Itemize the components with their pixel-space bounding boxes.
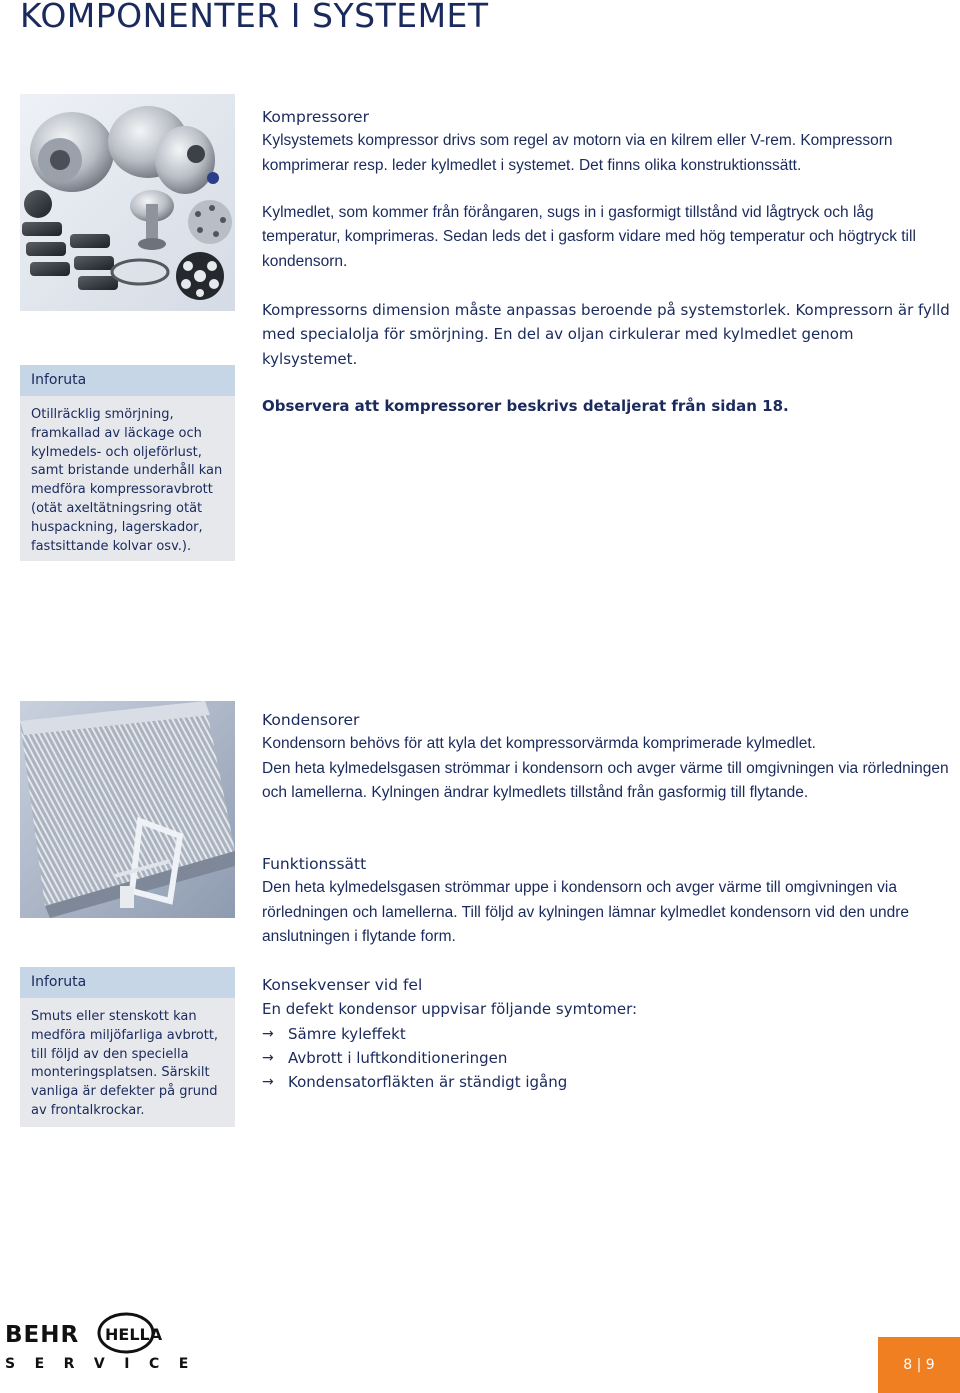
- condenser-photo: [20, 701, 235, 918]
- infobox-text: Otillräcklig smörjning, framkallad av läckage och kylmedels- och oljeförlust, samt bristande underhåll kan medföra kompressoravbrott (otät axeltätningsring otät huspackning, lagerskador, fastsittande kolvar osv.).: [31, 407, 223, 554]
- condenser-section: [262, 708, 952, 805]
- list-item: → Sämre kyleffekt: [262, 1022, 952, 1046]
- list-item: → Avbrott i luftkonditioneringen: [262, 1046, 952, 1070]
- service-wordmark: SERVICE: [5, 1356, 208, 1372]
- infobox-title: Inforuta: [20, 365, 235, 396]
- infobox-lubrication: [20, 365, 235, 561]
- compressor-paragraph-2: Kylmedlet, som kommer från förångaren, sugs in i gasformigt tillstånd vid lågtryck och låg temperatur, komprimeras. Sedan leds det i gasform vidare med hög temperatur och högtryck till kondensorn.: [262, 204, 916, 270]
- compressor-note: Observera att kompressorer beskrivs detaljerat från sidan 18.: [262, 397, 789, 415]
- compressor-paragraph-3: Kompressorns dimension måste anpassas beroende på systemstorlek. Kompressorn är fylld med specialolja för smörjning. En del av oljan cirkulerar med kylmedlet genom kylsystemet.: [262, 301, 950, 368]
- compressor-note-section: [262, 394, 952, 418]
- function-section: [262, 852, 952, 949]
- compressor-dimension-section: [262, 298, 952, 371]
- function-paragraph: Den heta kylmedelsgasen strömmar uppe i kondensorn och avger värme till omgivningen via rörledningen och lamellerna. Till följd av kylningen lämnar kylmedlet kondensorn vid den undre anslutningen i flytande form.: [262, 879, 910, 945]
- condenser-paragraph-2: Den heta kylmedelsgasen strömmar i kondensorn och avger värme till omgivningen via rörledningen och lamellerna. Kylningen ändrar kylmedlets tillstånd från gasformig till flytande.: [262, 759, 949, 801]
- condenser-heading: Kondensorer: [262, 711, 360, 729]
- arrow-right-icon: →: [262, 1074, 274, 1091]
- compressor-section: [262, 105, 952, 178]
- page-title: KOMPONENTER I SYSTEMET: [20, 0, 489, 35]
- compressor-paragraph-1: Kylsystemets kompressor drivs som regel av motorn via en kilrem eller V-rem. Kompressorn komprimerar resp. leder kylmedlet i systemet. Det finns olika konstruktionssätt.: [262, 132, 893, 174]
- svg-text:HELLA: HELLA: [105, 1325, 163, 1344]
- svg-text:BEHR: BEHR: [5, 1322, 80, 1348]
- function-heading: Funktionssätt: [262, 855, 367, 873]
- arrow-right-icon: →: [262, 1049, 274, 1066]
- list-item: → Kondensatorfläkten är ständigt igång: [262, 1070, 952, 1094]
- consequences-intro: En defekt kondensor uppvisar följande symtomer:: [262, 1000, 638, 1019]
- consequences-heading: Konsekvenser vid fel: [262, 976, 423, 994]
- page-number: 8 | 9: [878, 1337, 960, 1393]
- arrow-right-icon: →: [262, 1025, 274, 1042]
- compressor-refrigerant-section: [262, 201, 952, 274]
- compressor-heading: Kompressorer: [262, 108, 369, 126]
- symptom-list: [262, 1022, 952, 1095]
- infobox-text: Smuts eller stenskott kan medföra miljöfarliga avbrott, till följd av den speciella monteringsplatsen. Särskilt vanliga är defekter på grund av frontalkrockar.: [31, 1009, 219, 1118]
- consequences-section: [262, 973, 952, 1094]
- infobox-title: Inforuta: [20, 967, 235, 998]
- compressor-parts-photo: [20, 94, 235, 311]
- infobox-damage: [20, 967, 235, 1127]
- condenser-paragraph-1: Kondensorn behövs för att kyla det kompressorvärmda komprimerade kylmedlet.: [262, 735, 816, 753]
